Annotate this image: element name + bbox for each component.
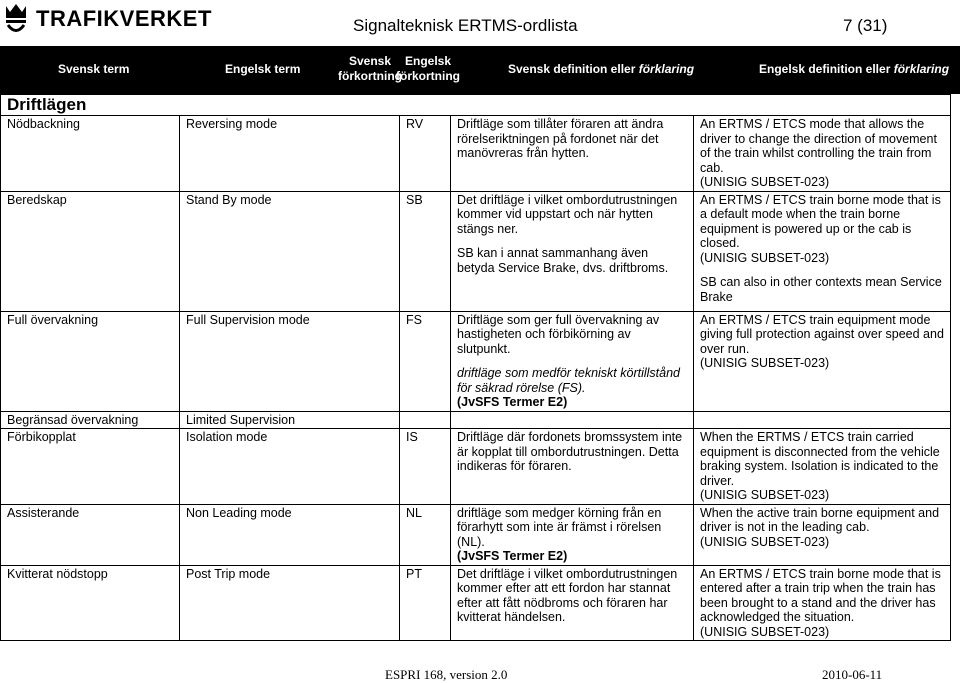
sv-term: Begränsad övervakning <box>1 411 180 429</box>
en-definition: An ERTMS / ETCS train equipment mode giving full protection against over speed and over run. (UNISIG SUBSET-023) <box>694 311 951 411</box>
en-definition: When the active train borne equipment and driver is not in the leading cab. (UNISIG SUBSET-023) <box>694 504 951 565</box>
sv-term: Full övervakning <box>1 311 180 411</box>
en-term: Stand By mode <box>180 191 400 311</box>
sv-term: Kvitterat nödstopp <box>1 565 180 641</box>
en-term: Post Trip mode <box>180 565 400 641</box>
en-definition: When the ERTMS / ETCS train carried equipment is disconnected from the vehicle braking system. Isolation is indicated to the driver. (UNISIG SUBSET-023) <box>694 429 951 505</box>
en-term: Limited Supervision <box>180 411 400 429</box>
sv-term: Assisterande <box>1 504 180 565</box>
abbreviation: SB <box>400 191 451 311</box>
table-row <box>1 191 951 311</box>
sv-definition: Det driftläge i vilket ombordutrustningen kommer efter att ett fordon har stannat efter att fått nödbroms och föraren har kvitterat händelsen. <box>451 565 694 641</box>
table-row <box>1 565 951 641</box>
col-engelsk-definition: Engelsk definition eller förklaring <box>759 62 950 76</box>
sv-definition: driftläge som medger körning från en förarhytt som inte är främst i rörelsen (NL). (JvSFS Termer E2) <box>451 504 694 565</box>
sv-term: Förbikopplat <box>1 429 180 505</box>
en-term: Reversing mode <box>180 116 400 192</box>
document-title: Signalteknisk ERTMS-ordlista <box>353 16 578 35</box>
glossary-table <box>0 94 951 641</box>
section-title: Driftlägen <box>1 95 951 116</box>
table-row <box>1 411 951 429</box>
en-definition <box>694 411 951 429</box>
sv-definition <box>451 411 694 429</box>
table-row <box>1 429 951 505</box>
column-header-bar <box>0 46 960 94</box>
logo-text: TRAFIKVERKET <box>36 6 212 31</box>
crown-icon <box>2 2 30 36</box>
abbreviation: IS <box>400 429 451 505</box>
abbreviation <box>400 411 451 429</box>
en-definition: An ERTMS / ETCS mode that allows the driver to change the direction of movement of the train whilst controlling the train from cab. (UNISIG SUBSET-023) <box>694 116 951 192</box>
col-engelsk-term: Engelsk term <box>225 62 301 76</box>
en-definition: An ERTMS / ETCS train borne mode that is a default mode when the train borne equipment is powered up or the cab is closed. (UNISIG SUBSET-023) SB can also in other contexts mean Service Brake <box>694 191 951 311</box>
sv-definition: Driftläge som ger full övervakning av hastigheten och förbikörning av slutpunkt. driftläge som medför tekniskt körtillstånd för säkrad rörelse (FS). (JvSFS Termer E2) <box>451 311 694 411</box>
table-row <box>1 311 951 411</box>
page-number: 7 (31) <box>843 16 888 35</box>
col-svensk-definition: Svensk definition eller förklaring <box>508 62 695 76</box>
abbreviation: PT <box>400 565 451 641</box>
en-definition: An ERTMS / ETCS train borne mode that is entered after a train trip when the train has been brought to a stand and the driver has acknowledged the situation. (UNISIG SUBSET-023) <box>694 565 951 641</box>
abbreviation: RV <box>400 116 451 192</box>
col-svensk-term: Svensk term <box>58 62 130 76</box>
table-row <box>1 504 951 565</box>
abbreviation: FS <box>400 311 451 411</box>
sv-definition: Driftläge där fordonets bromssystem inte är kopplat till ombordutrustningen. Detta indikeras för föraren. <box>451 429 694 505</box>
en-term: Isolation mode <box>180 429 400 505</box>
table-row <box>1 116 951 192</box>
footer-date: 2010-06-11 <box>822 667 883 682</box>
abbreviation: NL <box>400 504 451 565</box>
trafikverket-logo <box>2 2 212 36</box>
footer-document-id: ESPRI 168, version 2.0 <box>385 667 508 682</box>
sv-term: Beredskap <box>1 191 180 311</box>
col-engelsk-forkortning: Engelsk förkortning <box>396 54 460 83</box>
sv-definition: Det driftläge i vilket ombordutrustningen kommer vid uppstart och när hytten stängs ner. SB kan i annat sammanhang även betyda Service Brake, dvs. driftbroms. <box>451 191 694 311</box>
en-term: Full Supervision mode <box>180 311 400 411</box>
section-row <box>1 95 951 116</box>
col-svensk-forkortning: Svensk förkortning <box>338 54 402 83</box>
sv-term: Nödbackning <box>1 116 180 192</box>
en-term: Non Leading mode <box>180 504 400 565</box>
sv-definition: Driftläge som tillåter föraren att ändra rörelseriktningen på fordonet när det manövreras från hytten. <box>451 116 694 192</box>
